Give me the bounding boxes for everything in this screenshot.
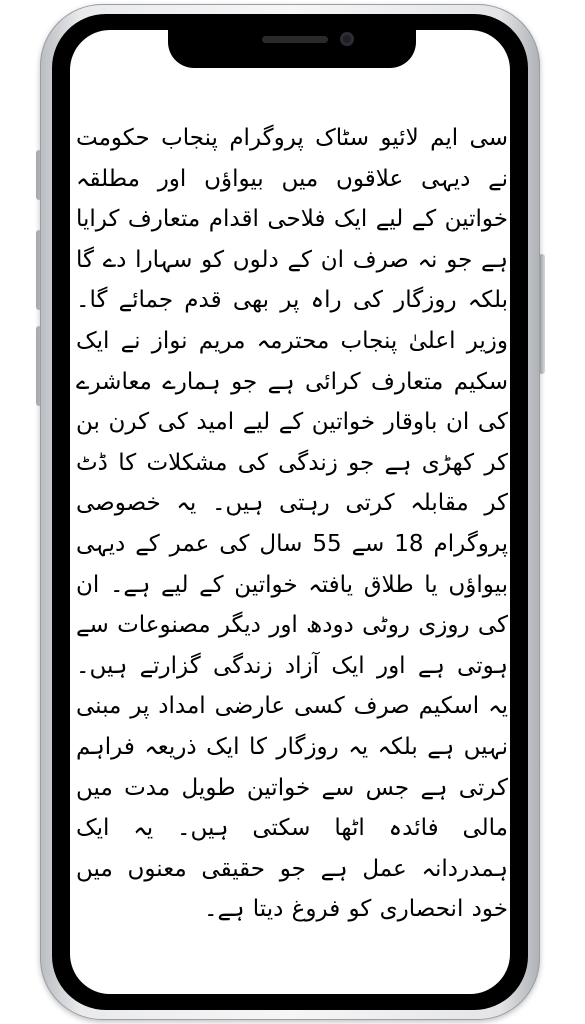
article-body: سی ایم لائیو سٹاک پروگرام پنجاب حکومت نے دیہی علاقوں میں بیواؤں اور مطلقہ خواتین کے لیے ایک فلاحی اقدام متعارف کرایا ہے جو نہ صرف ان کے دلوں کو سہارا دے گا بلکہ روزگار کی راہ پر بھی قدم جمائے گا۔ وزیر اعلیٰ پنجاب محترمہ مریم نواز نے ایک سکیم متعارف کرائی ہے جو ہمارے معاشرے کی ان باوقار خواتین کے لیے امید کی کرن بن کر کھڑی ہے جو زندگی کی مشکلات کا ڈٹ کر مقابلہ کرتی رہتی ہیں۔ یہ خصوصی پروگرام 18 سے 55 سال کی عمر کے دیہی بیواؤں یا طلاق یافتہ خواتین کے لیے ہے۔ ان کی روزی روٹی دودھ اور دیگر مصنوعات سے ہوتی ہے اور ایک آزاد زندگی گزارتے ہیں۔ یہ اسکیم صرف کسی عارضی امداد پر مبنی نہیں ہے بلکہ یہ روزگار کا ایک ذریعہ فراہم کرتی ہے جس سے خواتین طویل مدت میں مالی فائدہ اٹھا سکتی ہیں۔ یہ ایک ہمدردانہ عمل ہے جو حقیقی معنوں میں خود انحصاری کو فروغ دیتا ہے۔ (76, 125, 509, 923)
front-camera-icon (340, 32, 354, 46)
earpiece-speaker-icon (262, 36, 328, 43)
